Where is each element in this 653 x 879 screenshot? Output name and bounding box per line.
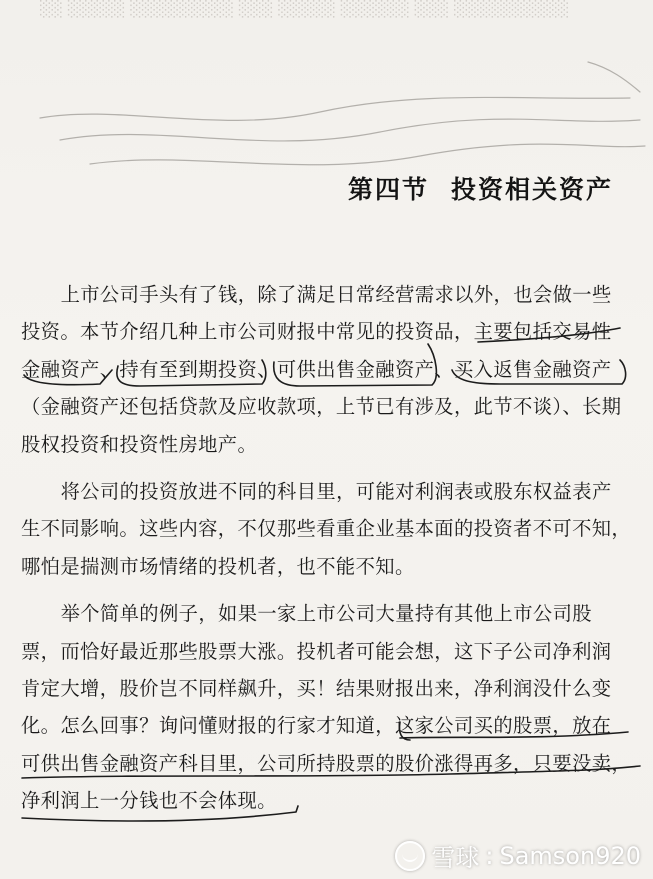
paragraph-impact [21,473,631,585]
watermark-separator: : [485,841,494,870]
pencil-squiggle [40,62,645,165]
watermark [395,838,641,873]
text-line: 生不同影响。这些内容，不仅那些看重企业基本面的投资者不可不知， [21,517,632,541]
section-number: 第四节 [347,175,429,204]
section-title-text: 投资相关资产 [450,175,613,204]
text-line: 化。怎么回事？询问懂财报的行家才知道，这家公司买的股票，放在 [21,714,612,738]
text-line: 哪怕是揣测市场情绪的投机者，也不能不知。 [21,554,415,578]
text-line: 将公司的投资放进不同的科目里，可能对利润表或股东权益表产 [60,480,612,504]
watermark-brand: 雪球 [431,844,480,872]
section-heading [348,170,613,206]
watermark-user: Samson920 [499,841,641,870]
paragraph-example [21,595,631,819]
text-line: 股权投资和投资性房地产。 [21,432,258,456]
text-line: 票，而恰好最近那些股票大涨。投机者可能会想，这下子公司净利润 [21,639,612,663]
text-line: 投资。本节介绍几种上市公司财报中常见的投资品，主要包括交易性 [21,320,612,344]
text-line: 金融资产、持有至到期投资、可供出售金融资产、买入返售金融资产 [21,357,612,381]
paragraph-intro [21,276,631,463]
bleed-through-text: ░░ ░░░░░ ░░░░░░░░░ ░░░ ░░░░░ ░░░░░░ ░░░ ░░░░░░░░░░ [40,0,570,18]
text-line: 可供出售金融资产科目里，公司所持股票的股价涨得再多，只要没卖， [21,751,632,775]
text-line: （金融资产还包括贷款及应收款项，上节已有涉及，此节不谈）、长期 [21,395,622,419]
body-text [21,276,631,830]
text-line: 肯定大增，股价岂不同样飙升，买！结果财报出来，净利润没什么变 [21,677,612,701]
text-line: 净利润上一分钱也不会体现。 [21,789,277,813]
text-line: 上市公司手头有了钱，除了满足日常经营需求以外，也会做一些 [60,283,612,306]
snowball-logo-icon [395,841,425,871]
text-line: 举个简单的例子，如果一家上市公司大量持有其他上市公司股 [60,602,592,626]
